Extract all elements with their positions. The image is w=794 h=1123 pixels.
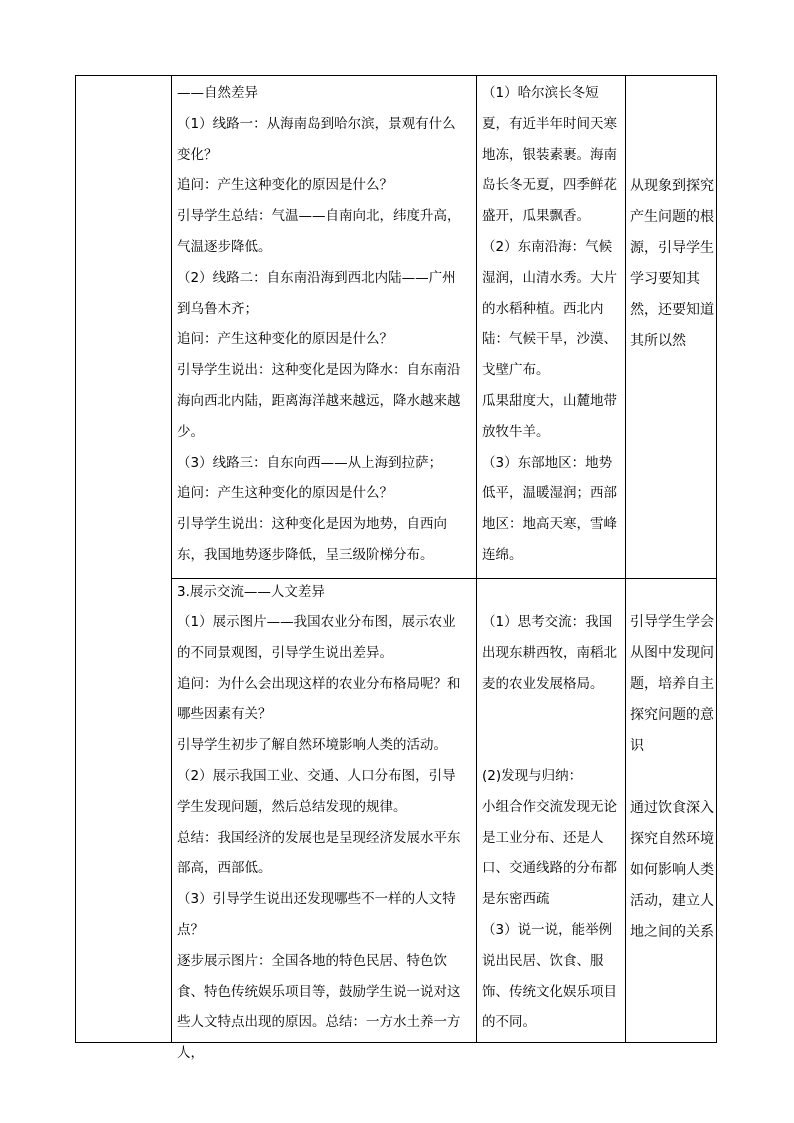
- section-title: [177, 577, 469, 608]
- spacer: [482, 699, 620, 730]
- teacher-activity-natural: [177, 78, 469, 571]
- text-line: 追问：为什么会出现这样的农业分布格局呢？和哪些因素有关？: [177, 675, 461, 723]
- text-line: 总结：我国经济的发展也是呈现经济发展水平东部高，西部低。: [177, 829, 461, 877]
- column-divider: [171, 76, 172, 1042]
- text-line: （2）东南沿海：气候湿润，山清水秀。大片的水稻种植。西北内陆：气候干旱，沙漠、戈壁广布。: [482, 238, 617, 379]
- design-intent-natural: [630, 171, 714, 357]
- spacer: [630, 762, 714, 793]
- text-line: 通过饮食深入探究自然环境如何影响人类活动，建立人地之间的关系: [630, 800, 714, 940]
- text-line: 追问：产生这种变化的原因是什么？: [177, 177, 393, 194]
- text-line: （3）线路三：自东向西——从上海到拉萨；: [177, 454, 443, 471]
- column-divider: [625, 76, 626, 1042]
- design-intent-cultural: [630, 607, 714, 948]
- text-line: (2)发现与归纳：: [482, 767, 583, 784]
- text-line: （1）哈尔滨长冬短夏，有近半年时间天寒地冻，银装素裹。海南岛长冬无夏，四季鲜花盛开，瓜果飘香。: [482, 85, 617, 225]
- text-line: 追问：产生这种变化的原因是什么？: [177, 485, 393, 502]
- section-title-text: 3.展示交流——人文差异: [177, 584, 325, 600]
- text-line: （2）线路二：自东南沿海到西北内陆——广州到乌鲁木齐；: [177, 269, 456, 317]
- text-line: 引导学生初步了解自然环境影响人类的活动。: [177, 737, 447, 754]
- student-activity-natural: [482, 78, 620, 571]
- text-line: 引导学生学会从图中发现问题，培养自主探究问题的意识: [630, 614, 714, 754]
- text-line: 引导学生总结：气温——自南向北，纬度升高，气温逐步降低。: [177, 208, 461, 255]
- lesson-plan-table: [75, 75, 717, 1062]
- text-line: 瓜果甜度大，山麓地带放牧牛羊。: [482, 392, 617, 440]
- text-line: 小组合作交流发现无论是工业分布、还是人口、交通线路的分布都是东密西疏: [482, 798, 617, 908]
- text-line: 引导学生说出：这种变化是因为降水：自东南沿海向西北内陆，距离海洋越来越远，降水越来越少。: [177, 362, 461, 440]
- text-line: （3）引导学生说出还发现哪些不一样的人文特点？: [177, 891, 456, 938]
- teacher-activity-cultural: [177, 607, 469, 1069]
- text-line: 逐步展示图片：全国各地的特色民居、特色饮食、特色传统娱乐项目等，鼓励学生说一说对这些人文特点出现的原因。总结：一方水土养一方人，: [177, 952, 461, 1062]
- student-activity-cultural: [482, 607, 620, 1038]
- text-line: ——自然差异: [177, 85, 258, 101]
- text-line: 追问：产生这种变化的原因是什么？: [177, 331, 393, 348]
- text-line: （1）思考交流：我国出现东耕西牧，南稻北麦的农业发展格局。: [482, 614, 617, 692]
- text-line: （1）展示图片——我国农业分布图，展示农业的不同景观图，引导学生说出差异。: [177, 614, 456, 661]
- text-line: 引导学生说出：这种变化是因为地势，自西向东，我国地势逐步降低，呈三级阶梯分布。: [177, 516, 447, 563]
- column-divider: [476, 76, 477, 1042]
- text-line: （3）东部地区：地势低平，温暖湿润；西部地区：地高天寒，雪峰连绵。: [482, 454, 617, 563]
- text-line: （2）展示我国工业、交通、人口分布图，引导学生发现问题，然后总结发现的规律。: [177, 767, 456, 815]
- text-line: 从现象到探究产生问题的根源，引导学生学习要知其然，还要知道其所以然: [630, 178, 714, 349]
- text-line: （3）说一说，能举例说出民居、饮食、服饰、传统文化娱乐项目的不同。: [482, 921, 617, 1031]
- text-line: （1）线路一：从海南岛到哈尔滨，景观有什么变化？: [177, 115, 456, 163]
- spacer: [482, 730, 620, 761]
